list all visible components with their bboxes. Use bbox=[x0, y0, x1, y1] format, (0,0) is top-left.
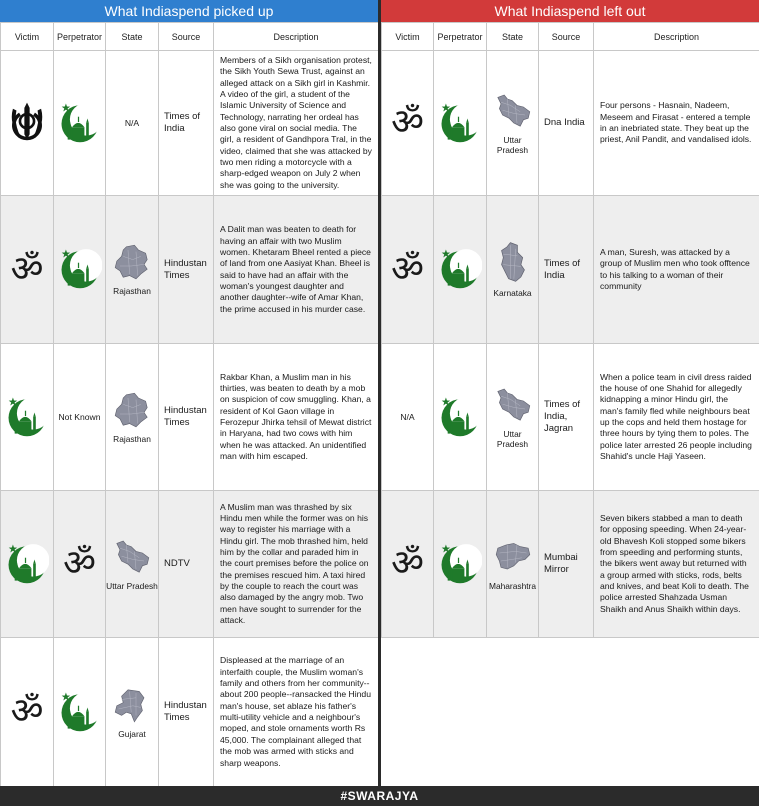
table-row bbox=[382, 196, 759, 344]
description-cell: Rakbar Khan, a Muslim man in his thirties, was beaten to death by a mob on suspicion of cow smuggling. Khan, a resident of Kol Gaon village in Ferozepur Jhirka tehsil of Mewat district in Haryana, had two cows with him when he was attacked. An unidentified man with him escaped. bbox=[214, 344, 379, 491]
victim-cell bbox=[1, 491, 54, 638]
sikh-khanda-icon bbox=[5, 100, 49, 144]
description-cell: A Dalit man was beaten to death for having an affair with two Muslim women. Khetaram Bheel rented a piece of land from one Aasiyat Khan. Bheel is said to have had an affair with the woman's youngest daughter and another daughter--wife of Amar Khan, the prime accused in his murder case. bbox=[214, 196, 379, 344]
state-name: Uttar Pradesh bbox=[496, 428, 529, 449]
om-icon: ॐ bbox=[10, 691, 44, 733]
uttar-pradesh-map-icon bbox=[491, 385, 535, 425]
uttar-pradesh-map-icon bbox=[110, 537, 154, 577]
victim-cell bbox=[1, 638, 54, 787]
state-name: Rajasthan bbox=[113, 433, 151, 444]
source-cell: NDTV bbox=[159, 491, 214, 638]
right-panel bbox=[381, 0, 759, 786]
source-cell: Mumbai Mirror bbox=[539, 491, 594, 638]
header-source: Source bbox=[539, 23, 594, 51]
om-icon: ॐ bbox=[10, 248, 44, 290]
victim-cell bbox=[1, 51, 54, 196]
perpetrator-cell bbox=[434, 196, 487, 344]
description-cell: A man, Suresh, was attacked by a group of Muslim men who took offtence to his talking to a woman of their community bbox=[594, 196, 759, 344]
crescent-mosque-icon bbox=[58, 100, 102, 144]
header-source: Source bbox=[159, 23, 214, 51]
perpetrator-cell: Not Known bbox=[54, 344, 106, 491]
description-cell: When a police team in civil dress raided the house of one Shahid for allegedly kidnapping a minor Hindu girl, the man's family fled while neighbours beat up the cops and held them hostage for three hours by tying them to poles. The police later arrested 26 people including Shahid's uncle Haji Yaseen. bbox=[594, 344, 759, 491]
victim-cell bbox=[1, 196, 54, 344]
state-name: Maharashtra bbox=[488, 580, 536, 591]
crescent-mosque-icon bbox=[438, 394, 482, 438]
state-cell bbox=[106, 638, 159, 787]
source-cell: Times of India, Jagran bbox=[539, 344, 594, 491]
header-victim: Victim bbox=[1, 23, 54, 51]
right-table bbox=[381, 22, 759, 638]
victim-cell bbox=[382, 196, 434, 344]
state-name: Karnataka bbox=[493, 288, 532, 299]
right-header-row bbox=[382, 23, 759, 51]
crescent-mosque-icon bbox=[438, 246, 482, 290]
rajasthan-map-icon bbox=[110, 242, 154, 282]
footer-brand: #SWARAJYA bbox=[0, 786, 759, 806]
source-cell: Dna India bbox=[539, 51, 594, 196]
state-name: Gujarat bbox=[118, 728, 146, 739]
state-cell bbox=[487, 196, 539, 344]
table-row bbox=[382, 344, 759, 491]
crescent-mosque-icon bbox=[438, 541, 482, 585]
state-name: Rajasthan bbox=[113, 286, 151, 297]
perpetrator-cell bbox=[54, 491, 106, 638]
rajasthan-map-icon bbox=[110, 390, 154, 430]
victim-cell bbox=[1, 344, 54, 491]
state-cell bbox=[487, 491, 539, 638]
om-icon: ॐ bbox=[63, 543, 96, 585]
perpetrator-cell bbox=[434, 344, 487, 491]
state-name: Uttar Pradesh bbox=[106, 580, 158, 591]
perpetrator-cell bbox=[54, 638, 106, 787]
table-row bbox=[1, 491, 379, 638]
description-cell: Displeased at the marriage of an interfaith couple, the Muslim woman's family and others from her community--about 200 people--ransacked the Hindu man's house, set ablaze his father's multi-utility vehicle and a neighbour's moped, and stole ornaments worth Rs 45,000. The complainant alleged that the mob was armed with sticks and sharp weapons. bbox=[214, 638, 379, 787]
header-perpetrator: Perpetrator bbox=[434, 23, 487, 51]
source-cell: Times of India bbox=[159, 51, 214, 196]
crescent-mosque-icon bbox=[58, 689, 102, 733]
crescent-mosque-icon bbox=[438, 100, 482, 144]
om-icon: ॐ bbox=[391, 248, 424, 290]
perpetrator-cell bbox=[54, 51, 106, 196]
table-row bbox=[1, 638, 379, 787]
state-cell bbox=[106, 196, 159, 344]
maharashtra-map-icon bbox=[491, 537, 535, 577]
state-cell: N/A bbox=[106, 51, 159, 196]
karnataka-map-icon bbox=[491, 240, 535, 284]
state-cell bbox=[106, 491, 159, 638]
table-row bbox=[1, 196, 379, 344]
crescent-mosque-icon bbox=[58, 246, 102, 290]
table-row bbox=[1, 344, 379, 491]
description-cell: Seven bikers stabbed a man to death for opposing speeding. When 24-year-old Bhavesh Koli stopped some bikers from speeding and performing stunts, the bikers went away but returned with a group armed with sticks, rods, belts and knives, and beat Koli to death. The police arrested Shahzada Usman Shaikh and Anus Shaikh within days. bbox=[594, 491, 759, 638]
header-state: State bbox=[106, 23, 159, 51]
state-name: Uttar Pradesh bbox=[496, 134, 529, 155]
left-banner-title: What Indiaspend picked up bbox=[0, 0, 378, 22]
perpetrator-cell bbox=[434, 51, 487, 196]
state-cell bbox=[487, 51, 539, 196]
source-cell: Hindustan Times bbox=[159, 638, 214, 787]
source-cell: Hindustan Times bbox=[159, 344, 214, 491]
perpetrator-cell bbox=[434, 491, 487, 638]
victim-cell: N/A bbox=[382, 344, 434, 491]
header-victim: Victim bbox=[382, 23, 434, 51]
table-row bbox=[1, 51, 379, 196]
header-perpetrator: Perpetrator bbox=[54, 23, 106, 51]
state-cell bbox=[487, 344, 539, 491]
om-icon: ॐ bbox=[391, 543, 424, 584]
description-cell: Members of a Sikh organisation protest, the Sikh Youth Sewa Trust, against an alleged attack on a Sikh girl in Kashmir. A video of the girl, a student of the Islamic University of Science and Technology, narrating her ordeal has also gone viral on social media. The girl, a resident of Gandhpora Tral, in the video, claimed that she was attacked by two men riding a motorcycle with a sharp-edged weapon on July 2 when she was going to the university. bbox=[214, 51, 379, 196]
header-state: State bbox=[487, 23, 539, 51]
right-banner-title: What Indiaspend left out bbox=[381, 0, 759, 22]
left-table bbox=[0, 22, 379, 787]
header-description: Description bbox=[214, 23, 379, 51]
perpetrator-cell bbox=[54, 196, 106, 344]
table-row bbox=[382, 51, 759, 196]
table-row bbox=[382, 491, 759, 638]
victim-cell bbox=[382, 51, 434, 196]
state-cell bbox=[106, 344, 159, 491]
header-description: Description bbox=[594, 23, 759, 51]
left-panel bbox=[0, 0, 378, 786]
uttar-pradesh-map-icon bbox=[491, 91, 535, 131]
description-cell: Four persons - Hasnain, Nadeem, Meseem and Firasat - entered a temple in an inebriated state. They beat up the priest, Anil Pandit, and vandalised idols. bbox=[594, 51, 759, 196]
description-cell: A Muslim man was thrashed by six Hindu men while the former was on his way to register his marriage with a Hindu girl. The mob thrashed him, held him by the collar and paraded him in the court premises before the police on the premises rescued him. A taxi hired by the couple to reach the court was also damaged by the angry mob. Two men have sought to surrender for the attack. bbox=[214, 491, 379, 638]
gujarat-map-icon bbox=[110, 685, 154, 725]
crescent-mosque-icon bbox=[5, 541, 49, 585]
crescent-mosque-icon bbox=[5, 394, 49, 438]
om-icon: ॐ bbox=[391, 102, 424, 143]
source-cell: Hindustan Times bbox=[159, 196, 214, 344]
left-header-row bbox=[1, 23, 379, 51]
source-cell: Times of India bbox=[539, 196, 594, 344]
victim-cell bbox=[382, 491, 434, 638]
